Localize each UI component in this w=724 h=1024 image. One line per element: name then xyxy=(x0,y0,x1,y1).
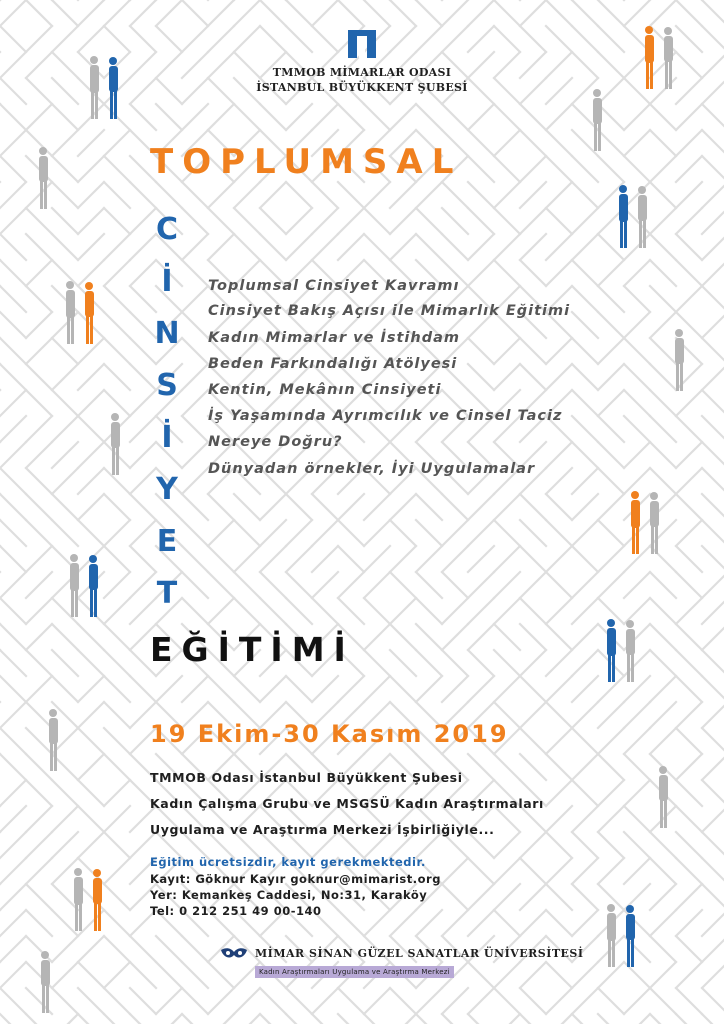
people-pair-figure xyxy=(602,903,642,969)
title-letter: İ xyxy=(161,420,173,455)
person-silhouette-orange xyxy=(645,26,654,89)
person-silhouette-orange xyxy=(93,869,102,931)
topic-item: İş Yaşamında Ayrımcılık ve Cinsel Taciz xyxy=(208,408,563,424)
person-silhouette-gray xyxy=(626,620,635,682)
org-name-line2: İSTANBUL BÜYÜKKENT ŞUBESİ xyxy=(256,81,468,94)
person-silhouette-orange xyxy=(631,491,640,554)
topic-item: Cinsiyet Bakış Açısı ile Mimarlık Eğitimi xyxy=(208,303,571,319)
person-silhouette-orange xyxy=(85,282,94,344)
person-silhouette-blue xyxy=(626,905,635,967)
person-silhouette-gray xyxy=(66,281,75,344)
person-silhouette-gray xyxy=(70,554,79,617)
person-silhouette-gray xyxy=(654,765,674,829)
research-center-label: Kadın Araştırmaları Uygulama ve Araştırma Merkezi xyxy=(255,966,454,978)
collaboration-line: Uygulama ve Araştırma Merkezi İşbirliğiyle... xyxy=(150,822,495,837)
title-letter: T xyxy=(156,576,178,611)
person-silhouette-gray xyxy=(638,186,647,248)
title-letter: C xyxy=(155,212,179,247)
title-toplumsal: TOPLUMSAL xyxy=(150,142,463,182)
title-letter: İ xyxy=(161,264,173,299)
people-pair-figure xyxy=(626,490,666,556)
tmmob-logo-icon xyxy=(346,28,378,60)
person-silhouette-gray xyxy=(74,868,83,931)
person-silhouette-blue xyxy=(89,555,98,617)
title-letter: S xyxy=(156,368,178,403)
topic-item: Beden Farkındalığı Atölyesi xyxy=(208,356,458,372)
collaboration-line: Kadın Çalışma Grubu ve MSGSÜ Kadın Araştırmaları xyxy=(150,796,544,811)
people-pair-figure xyxy=(66,553,106,619)
person-silhouette-blue xyxy=(109,57,118,119)
person-silhouette-gray xyxy=(664,27,673,89)
people-pair-figure xyxy=(614,184,654,250)
person-silhouette-gray xyxy=(588,88,608,152)
org-name-line1: TMMOB MİMARLAR ODASI xyxy=(272,66,452,79)
phone-number: Tel: 0 212 251 49 00-140 xyxy=(150,904,322,918)
title-letter: N xyxy=(154,316,180,351)
people-pair-figure xyxy=(62,280,102,346)
person-silhouette-gray xyxy=(670,328,690,392)
topic-item: Toplumsal Cinsiyet Kavramı xyxy=(208,278,460,294)
person-silhouette-gray xyxy=(90,56,99,119)
topic-item: Nereye Doğru? xyxy=(208,434,343,450)
person-silhouette-gray xyxy=(44,708,64,772)
person-silhouette-gray xyxy=(34,146,54,210)
event-location: Yer: Kemankeş Caddesi, No:31, Karaköy xyxy=(150,888,428,902)
person-silhouette-blue xyxy=(619,185,628,248)
person-silhouette-gray xyxy=(36,950,56,1014)
topic-item: Dünyadan örnekler, İyi Uygulamalar xyxy=(208,461,536,477)
people-pair-figure xyxy=(602,618,642,684)
collaboration-line: TMMOB Odası İstanbul Büyükkent Şubesi xyxy=(150,770,463,785)
topic-item: Kentin, Mekânın Cinsiyeti xyxy=(208,382,442,398)
person-silhouette-blue xyxy=(607,619,616,682)
title-letter: E xyxy=(156,524,178,559)
title-egitimi: EĞİTİMİ xyxy=(150,630,355,669)
topic-item: Kadın Mimarlar ve İstihdam xyxy=(208,330,460,346)
people-pair-figure xyxy=(86,55,126,121)
person-silhouette-gray xyxy=(607,904,616,967)
title-letter: Y xyxy=(156,472,178,507)
university-name: MİMAR SİNAN GÜZEL SANATLAR ÜNİVERSİTESİ xyxy=(255,947,584,960)
people-pair-figure xyxy=(640,25,680,91)
msgsu-logo-icon xyxy=(220,947,248,961)
registration-contact: Kayıt: Göknur Kayır goknur@mimarist.org xyxy=(150,872,441,886)
people-pair-figure xyxy=(70,867,110,933)
free-registration-note: Eğitim ücretsizdir, kayıt gerekmektedir. xyxy=(150,855,426,869)
person-silhouette-gray xyxy=(106,412,126,476)
event-dates: 19 Ekim-30 Kasım 2019 xyxy=(150,720,509,748)
person-silhouette-gray xyxy=(650,492,659,554)
